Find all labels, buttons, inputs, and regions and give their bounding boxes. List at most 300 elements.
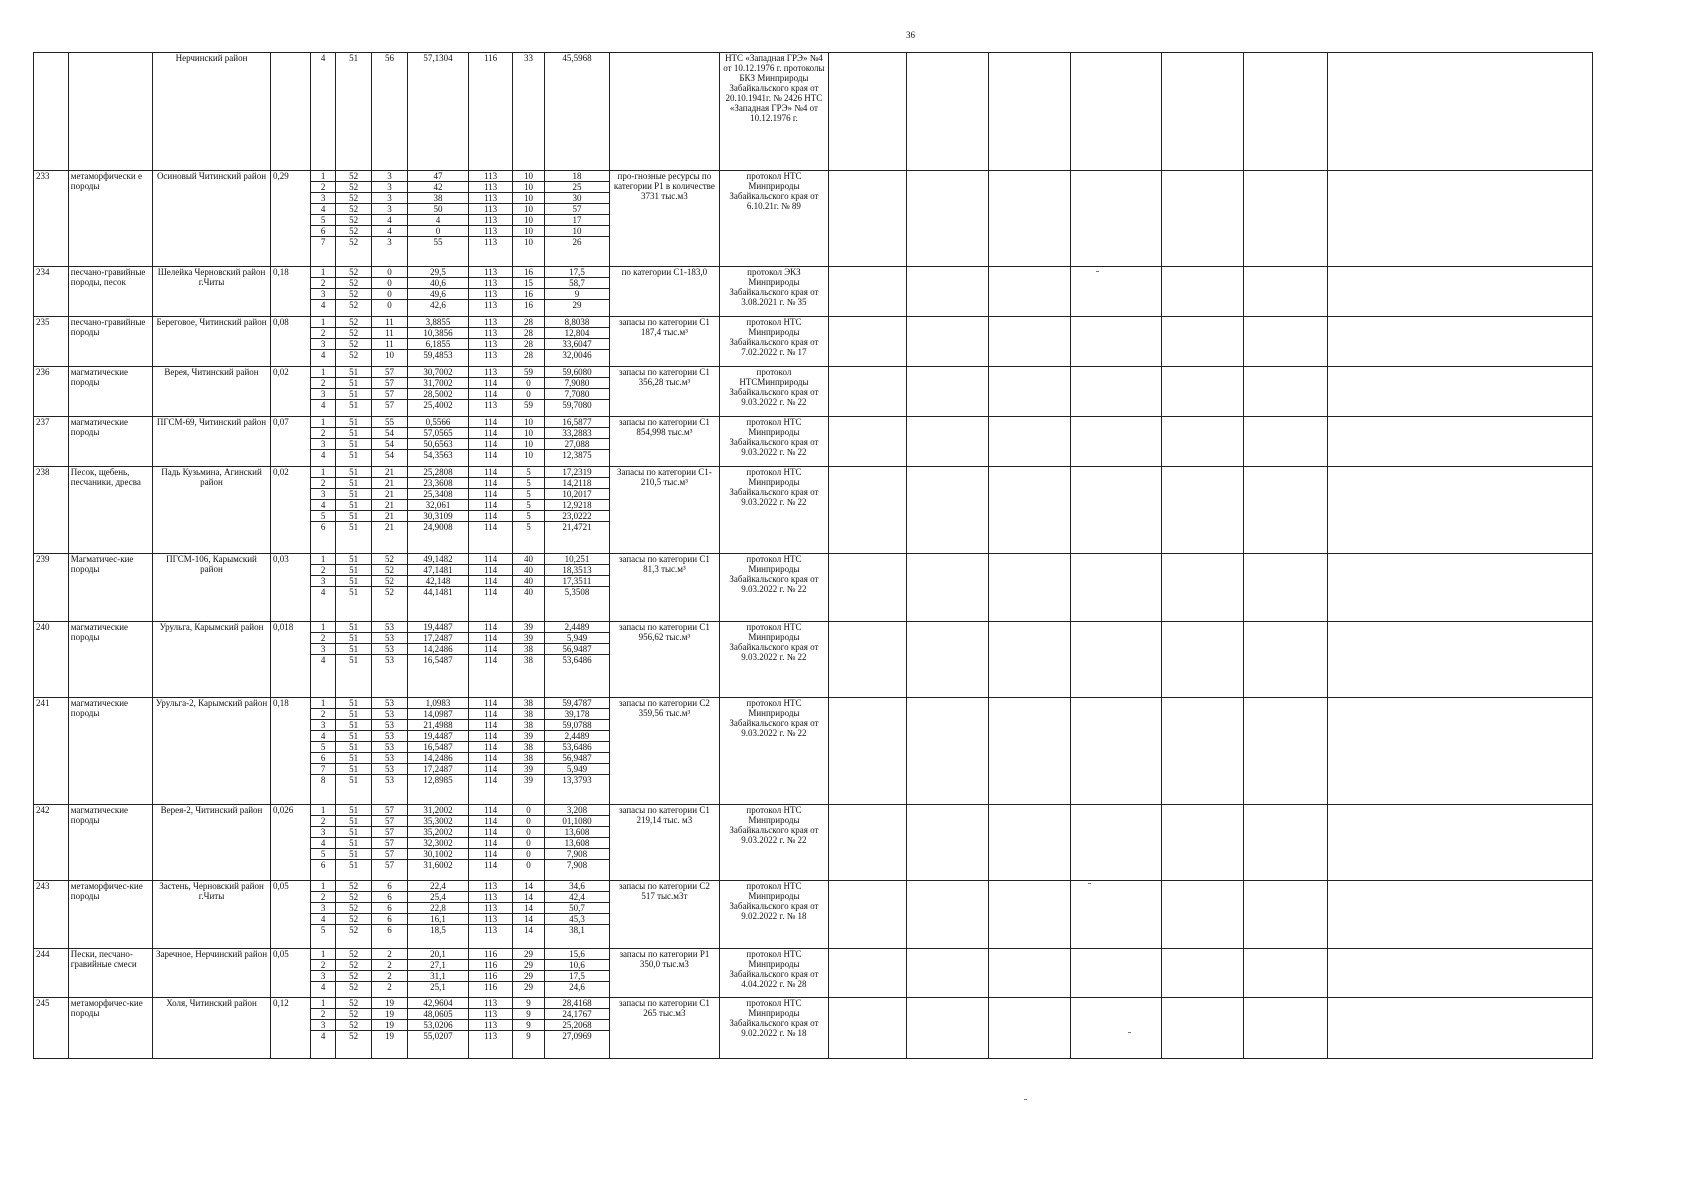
empty-cell	[1162, 949, 1244, 998]
empty-cell	[907, 417, 989, 467]
coordinate-cell: 3	[311, 971, 336, 982]
coordinate-cell: 51	[336, 467, 372, 478]
coordinate-cell: 51	[336, 478, 372, 489]
coordinate-cell: 1	[311, 881, 336, 892]
coordinate-cell: 113	[468, 226, 512, 237]
area-cell: 0,018	[270, 622, 310, 698]
empty-cell	[989, 53, 1071, 171]
coordinate-cell: 58,7	[544, 278, 609, 289]
coordinate-cell: 2	[372, 949, 408, 960]
coordinate-cell: 25,1	[407, 982, 468, 998]
empty-cell	[907, 171, 989, 267]
coordinate-cell: 28	[513, 339, 545, 350]
coordinate-cell: 19,4487	[407, 622, 468, 633]
coordinate-cell: 2	[311, 182, 336, 193]
empty-cell	[907, 467, 989, 554]
empty-cell	[1244, 53, 1328, 171]
empty-cell	[907, 53, 989, 171]
table-row	[34, 53, 1593, 171]
reserves-cell: запасы по категории С1 187,4 тыс.м³	[610, 317, 720, 367]
coordinate-cell: 51	[336, 500, 372, 511]
empty-cell	[1162, 467, 1244, 554]
empty-cell	[1162, 698, 1244, 805]
empty-cell	[1071, 622, 1162, 698]
coordinate-cell: 29	[513, 960, 545, 971]
coordinate-cell: 31,2002	[407, 805, 468, 816]
coordinate-cell: 19	[372, 1031, 408, 1059]
rock-type: магматические породы	[68, 698, 152, 805]
coordinate-cell: 52	[336, 1031, 372, 1059]
coordinate-cell: 114	[468, 576, 512, 587]
coordinate-cell: 14,2486	[407, 753, 468, 764]
empty-cell	[829, 367, 907, 417]
coordinate-cell: 48,0605	[407, 1009, 468, 1020]
coordinate-cell: 51	[336, 439, 372, 450]
coordinate-cell: 10	[513, 182, 545, 193]
coordinate-cell: 114	[468, 698, 512, 709]
reserves-cell: запасы по категории С1 219,14 тыс. м3	[610, 805, 720, 881]
coordinate-cell: 14	[513, 881, 545, 892]
empty-cell	[989, 367, 1071, 417]
empty-cell	[1244, 367, 1328, 417]
reserves-cell: запасы по категории С1 81,3 тыс.м³	[610, 554, 720, 622]
coordinate-cell: 4	[311, 587, 336, 622]
coordinate-cell: 45,3	[544, 914, 609, 925]
coordinate-cell: 21	[372, 511, 408, 522]
coordinate-cell: 3,8855	[407, 317, 468, 328]
empty-cell	[907, 881, 989, 949]
empty-cell	[1328, 267, 1593, 317]
coordinate-cell: 4	[311, 450, 336, 467]
coordinate-cell: 29	[513, 949, 545, 960]
coordinate-cell: 114	[468, 478, 512, 489]
coordinate-cell: 11	[372, 328, 408, 339]
coordinate-cell: 59,7080	[544, 400, 609, 417]
entry-number	[34, 53, 69, 171]
coordinate-cell: 113	[468, 914, 512, 925]
empty-cell	[1162, 317, 1244, 367]
coordinate-cell: 17,2319	[544, 467, 609, 478]
coordinate-cell: 42,4	[544, 892, 609, 903]
coordinate-cell: 45,5968	[544, 53, 609, 171]
coordinate-cell: 10	[513, 193, 545, 204]
coordinate-cell: 0	[513, 378, 545, 389]
coordinate-cell: 32,0046	[544, 350, 609, 367]
coordinate-cell: 59,0788	[544, 720, 609, 731]
reserves-cell: запасы по категории С1 956,62 тыс.м³	[610, 622, 720, 698]
coordinate-cell: 51	[336, 849, 372, 860]
coordinate-cell: 5	[513, 478, 545, 489]
coordinate-cell: 5	[311, 215, 336, 226]
reserves-cell: запасы по категории С1 265 тыс.м3	[610, 998, 720, 1059]
empty-cell	[1328, 367, 1593, 417]
coordinate-cell: 14	[513, 903, 545, 914]
table-row	[34, 417, 1593, 428]
empty-cell	[1162, 267, 1244, 317]
coordinate-cell: 39	[513, 731, 545, 742]
coordinate-cell: 42,6	[407, 300, 468, 317]
coordinate-cell: 57	[372, 849, 408, 860]
coordinate-cell: 38	[513, 698, 545, 709]
empty-cell	[1071, 367, 1162, 417]
coordinate-cell: 2	[311, 892, 336, 903]
coordinate-cell: 38	[513, 753, 545, 764]
coordinate-cell: 7	[311, 764, 336, 775]
coordinate-cell: 4	[311, 350, 336, 367]
empty-cell	[907, 805, 989, 881]
coordinate-cell: 12,804	[544, 328, 609, 339]
coordinate-cell: 5,949	[544, 633, 609, 644]
coordinate-cell: 3,208	[544, 805, 609, 816]
reserves-cell: запасы по категории Р1 350,0 тыс.м3	[610, 949, 720, 998]
coordinate-cell: 5	[311, 849, 336, 860]
coordinate-cell: 1,0983	[407, 698, 468, 709]
coordinate-cell: 21	[372, 500, 408, 511]
empty-cell	[829, 554, 907, 622]
entry-number: 245	[34, 998, 69, 1059]
empty-cell	[1244, 881, 1328, 949]
coordinate-cell: 59	[513, 367, 545, 378]
coordinate-cell: 01,1080	[544, 816, 609, 827]
coordinate-cell: 13,608	[544, 838, 609, 849]
empty-cell	[1162, 881, 1244, 949]
coordinate-cell: 114	[468, 489, 512, 500]
coordinate-cell: 52	[336, 226, 372, 237]
deposit-location: ПГСМ-69, Читинский район	[153, 417, 271, 467]
coordinate-cell: 52	[336, 289, 372, 300]
scan-mark	[1096, 271, 1099, 272]
coordinate-cell: 9	[544, 289, 609, 300]
deposits-table-body	[34, 53, 1593, 1059]
coordinate-cell: 114	[468, 805, 512, 816]
empty-cell	[989, 417, 1071, 467]
coordinate-cell: 53	[372, 698, 408, 709]
coordinate-cell: 53	[372, 731, 408, 742]
coordinate-cell: 21	[372, 478, 408, 489]
coordinate-cell: 1	[311, 622, 336, 633]
coordinate-cell: 29,5	[407, 267, 468, 278]
coordinate-cell: 53	[372, 622, 408, 633]
entry-number: 235	[34, 317, 69, 367]
coordinate-cell: 114	[468, 838, 512, 849]
coordinate-cell: 0	[513, 838, 545, 849]
coordinate-cell: 44,1481	[407, 587, 468, 622]
empty-cell	[1162, 805, 1244, 881]
deposit-location: Осиновый Читинский район	[153, 171, 271, 267]
coordinate-cell: 57	[372, 860, 408, 881]
coordinate-cell: 59	[513, 400, 545, 417]
coordinate-cell: 15,6	[544, 949, 609, 960]
coordinate-cell: 38	[513, 742, 545, 753]
coordinate-cell: 114	[468, 860, 512, 881]
coordinate-cell: 114	[468, 633, 512, 644]
coordinate-cell: 51	[336, 450, 372, 467]
coordinate-cell: 1	[311, 554, 336, 565]
coordinate-cell: 4	[311, 731, 336, 742]
coordinate-cell: 51	[336, 554, 372, 565]
coordinate-cell: 52	[336, 892, 372, 903]
coordinate-cell: 52	[336, 300, 372, 317]
protocol-cell: протокол НТС Минприроды Забайкальского края от 9.03.2022 г. № 22	[719, 698, 829, 805]
coordinate-cell: 114	[468, 500, 512, 511]
area-cell: 0,18	[270, 698, 310, 805]
coordinate-cell: 113	[468, 350, 512, 367]
coordinate-cell: 56	[372, 53, 408, 171]
coordinate-cell: 25,2808	[407, 467, 468, 478]
empty-cell	[1071, 467, 1162, 554]
table-row	[34, 622, 1593, 633]
empty-cell	[1244, 998, 1328, 1059]
coordinate-cell: 54	[372, 439, 408, 450]
coordinate-cell: 0	[372, 267, 408, 278]
coordinate-cell: 39	[513, 764, 545, 775]
coordinate-cell: 4	[311, 838, 336, 849]
coordinate-cell: 51	[336, 367, 372, 378]
coordinate-cell: 51	[336, 764, 372, 775]
protocol-cell: протокол НТС Минприроды Забайкальского края от 9.02.2022 г. № 18	[719, 998, 829, 1059]
coordinate-cell: 9	[513, 1009, 545, 1020]
coordinate-cell: 5	[513, 511, 545, 522]
coordinate-cell: 53,6486	[544, 655, 609, 698]
coordinate-cell: 114	[468, 622, 512, 633]
coordinate-cell: 51	[336, 655, 372, 698]
coordinate-cell: 52	[336, 1009, 372, 1020]
deposit-location: Верея, Читинский район	[153, 367, 271, 417]
coordinate-cell: 4	[372, 226, 408, 237]
coordinate-cell: 52	[336, 328, 372, 339]
empty-cell	[907, 554, 989, 622]
coordinate-cell: 4	[407, 215, 468, 226]
coordinate-cell: 57	[372, 400, 408, 417]
table-row	[34, 317, 1593, 328]
coordinate-cell: 10,6	[544, 960, 609, 971]
coordinate-cell: 53	[372, 764, 408, 775]
deposit-location: Урульга, Карымский район	[153, 622, 271, 698]
coordinate-cell: 116	[468, 960, 512, 971]
empty-cell	[1071, 805, 1162, 881]
rock-type: метаморфичес-кие породы	[68, 998, 152, 1059]
coordinate-cell: 51	[336, 753, 372, 764]
coordinate-cell: 17,2487	[407, 764, 468, 775]
coordinate-cell: 55,0207	[407, 1031, 468, 1059]
coordinate-cell: 29	[544, 300, 609, 317]
coordinate-cell: 114	[468, 742, 512, 753]
table-row	[34, 171, 1593, 182]
coordinate-cell: 51	[336, 827, 372, 838]
coordinate-cell: 19,4487	[407, 731, 468, 742]
coordinate-cell: 52	[372, 565, 408, 576]
empty-cell	[1071, 949, 1162, 998]
coordinate-cell: 32,3002	[407, 838, 468, 849]
coordinate-cell: 114	[468, 439, 512, 450]
coordinate-cell: 17,5	[544, 971, 609, 982]
coordinate-cell: 113	[468, 278, 512, 289]
coordinate-cell: 0	[513, 389, 545, 400]
empty-cell	[907, 998, 989, 1059]
empty-cell	[1328, 467, 1593, 554]
coordinate-cell: 51	[336, 53, 372, 171]
coordinate-cell: 51	[336, 838, 372, 849]
coordinate-cell: 22,4	[407, 881, 468, 892]
coordinate-cell: 4	[372, 215, 408, 226]
coordinate-cell: 52	[372, 554, 408, 565]
coordinate-cell: 5	[513, 467, 545, 478]
coordinate-cell: 3	[311, 827, 336, 838]
empty-cell	[829, 698, 907, 805]
entry-number: 239	[34, 554, 69, 622]
coordinate-cell: 6,1855	[407, 339, 468, 350]
coordinate-cell: 47,1481	[407, 565, 468, 576]
coordinate-cell: 15	[513, 278, 545, 289]
coordinate-cell: 12,9218	[544, 500, 609, 511]
coordinate-cell: 52	[336, 925, 372, 949]
coordinate-cell: 5	[513, 489, 545, 500]
entry-number: 233	[34, 171, 69, 267]
entry-number: 238	[34, 467, 69, 554]
empty-cell	[1162, 998, 1244, 1059]
coordinate-cell: 17,3511	[544, 576, 609, 587]
coordinate-cell: 6	[311, 860, 336, 881]
coordinate-cell: 52	[336, 350, 372, 367]
coordinate-cell: 27,1	[407, 960, 468, 971]
coordinate-cell: 1	[311, 467, 336, 478]
coordinate-cell: 114	[468, 775, 512, 805]
empty-cell	[829, 881, 907, 949]
deposit-location: Падь Кузьмина, Агинский район	[153, 467, 271, 554]
coordinate-cell: 113	[468, 1020, 512, 1031]
empty-cell	[1162, 622, 1244, 698]
coordinate-cell: 25,4002	[407, 400, 468, 417]
coordinate-cell: 114	[468, 378, 512, 389]
coordinate-cell: 116	[468, 53, 512, 171]
empty-cell	[1071, 998, 1162, 1059]
empty-cell	[989, 805, 1071, 881]
coordinate-cell: 113	[468, 215, 512, 226]
coordinate-cell: 24,6	[544, 982, 609, 998]
coordinate-cell: 5	[513, 522, 545, 554]
coordinate-cell: 52	[336, 982, 372, 998]
coordinate-cell: 40	[513, 587, 545, 622]
coordinate-cell: 3	[372, 237, 408, 267]
reserves-cell: запасы по категории С2 359,56 тыс.м³	[610, 698, 720, 805]
coordinate-cell: 51	[336, 565, 372, 576]
reserves-cell: про-гнозные ресурсы по категории Р1 в количестве 3731 тыс.м3	[610, 171, 720, 267]
coordinate-cell: 25,2068	[544, 1020, 609, 1031]
coordinate-cell: 1	[311, 949, 336, 960]
coordinate-cell: 38	[513, 709, 545, 720]
deposit-location: Верея-2, Читинский район	[153, 805, 271, 881]
coordinate-cell: 113	[468, 317, 512, 328]
coordinate-cell: 24,9008	[407, 522, 468, 554]
coordinate-cell: 4	[311, 655, 336, 698]
coordinate-cell: 30,3109	[407, 511, 468, 522]
coordinate-cell: 52	[336, 960, 372, 971]
area-cell: 0,05	[270, 881, 310, 949]
deposit-location: Заречное, Нерчинский район	[153, 949, 271, 998]
coordinate-cell: 7,7080	[544, 389, 609, 400]
coordinate-cell: 6	[372, 881, 408, 892]
coordinate-cell: 1	[311, 267, 336, 278]
coordinate-cell: 7,908	[544, 849, 609, 860]
table-row	[34, 467, 1593, 478]
coordinate-cell: 9	[513, 998, 545, 1009]
coordinate-cell: 31,1	[407, 971, 468, 982]
coordinate-cell: 10	[513, 417, 545, 428]
coordinate-cell: 10	[544, 226, 609, 237]
coordinate-cell: 52	[372, 587, 408, 622]
coordinate-cell: 10	[513, 204, 545, 215]
coordinate-cell: 116	[468, 982, 512, 998]
reserves-cell: запасы по категории С2 517 тыс.м3т	[610, 881, 720, 949]
coordinate-cell: 114	[468, 764, 512, 775]
coordinate-cell: 51	[336, 576, 372, 587]
coordinate-cell: 51	[336, 522, 372, 554]
coordinate-cell: 12,8985	[407, 775, 468, 805]
coordinate-cell: 5	[513, 500, 545, 511]
area-cell: 0,18	[270, 267, 310, 317]
coordinate-cell: 51	[336, 720, 372, 731]
coordinate-cell: 10,251	[544, 554, 609, 565]
coordinate-cell: 51	[336, 417, 372, 428]
table-row	[34, 367, 1593, 378]
coordinate-cell: 39,178	[544, 709, 609, 720]
coordinate-cell: 114	[468, 467, 512, 478]
empty-cell	[1162, 417, 1244, 467]
coordinate-cell: 1	[311, 998, 336, 1009]
coordinate-cell: 53	[372, 742, 408, 753]
coordinate-cell: 25,4	[407, 892, 468, 903]
coordinate-cell: 113	[468, 267, 512, 278]
deposit-location: Урульга-2, Карымский район	[153, 698, 271, 805]
empty-cell	[907, 949, 989, 998]
coordinate-cell: 3	[311, 439, 336, 450]
coordinate-cell: 7,9080	[544, 378, 609, 389]
coordinate-cell: 21,4721	[544, 522, 609, 554]
coordinate-cell: 10,3856	[407, 328, 468, 339]
coordinate-cell: 53,0206	[407, 1020, 468, 1031]
coordinate-cell: 2	[311, 328, 336, 339]
coordinate-cell: 9	[513, 1020, 545, 1031]
coordinate-cell: 0	[513, 805, 545, 816]
coordinate-cell: 57	[372, 378, 408, 389]
coordinate-cell: 38	[513, 644, 545, 655]
coordinate-cell: 114	[468, 389, 512, 400]
empty-cell	[829, 267, 907, 317]
coordinate-cell: 6	[311, 753, 336, 764]
coordinate-cell: 114	[468, 428, 512, 439]
area-cell: 0,03	[270, 554, 310, 622]
coordinate-cell: 1	[311, 805, 336, 816]
coordinate-cell: 10	[513, 439, 545, 450]
empty-cell	[1244, 317, 1328, 367]
coordinate-cell: 57,0565	[407, 428, 468, 439]
empty-cell	[1328, 698, 1593, 805]
coordinate-cell: 40	[513, 576, 545, 587]
coordinate-cell: 59,6080	[544, 367, 609, 378]
coordinate-cell: 23,3608	[407, 478, 468, 489]
empty-cell	[1328, 53, 1593, 171]
coordinate-cell: 1	[311, 367, 336, 378]
coordinate-cell: 52	[336, 914, 372, 925]
coordinate-cell: 113	[468, 925, 512, 949]
coordinate-cell: 21	[372, 489, 408, 500]
coordinate-cell: 38	[513, 720, 545, 731]
coordinate-cell: 52	[336, 339, 372, 350]
empty-cell	[1244, 622, 1328, 698]
coordinate-cell: 16	[513, 300, 545, 317]
coordinate-cell: 114	[468, 849, 512, 860]
coordinate-cell: 52	[372, 576, 408, 587]
